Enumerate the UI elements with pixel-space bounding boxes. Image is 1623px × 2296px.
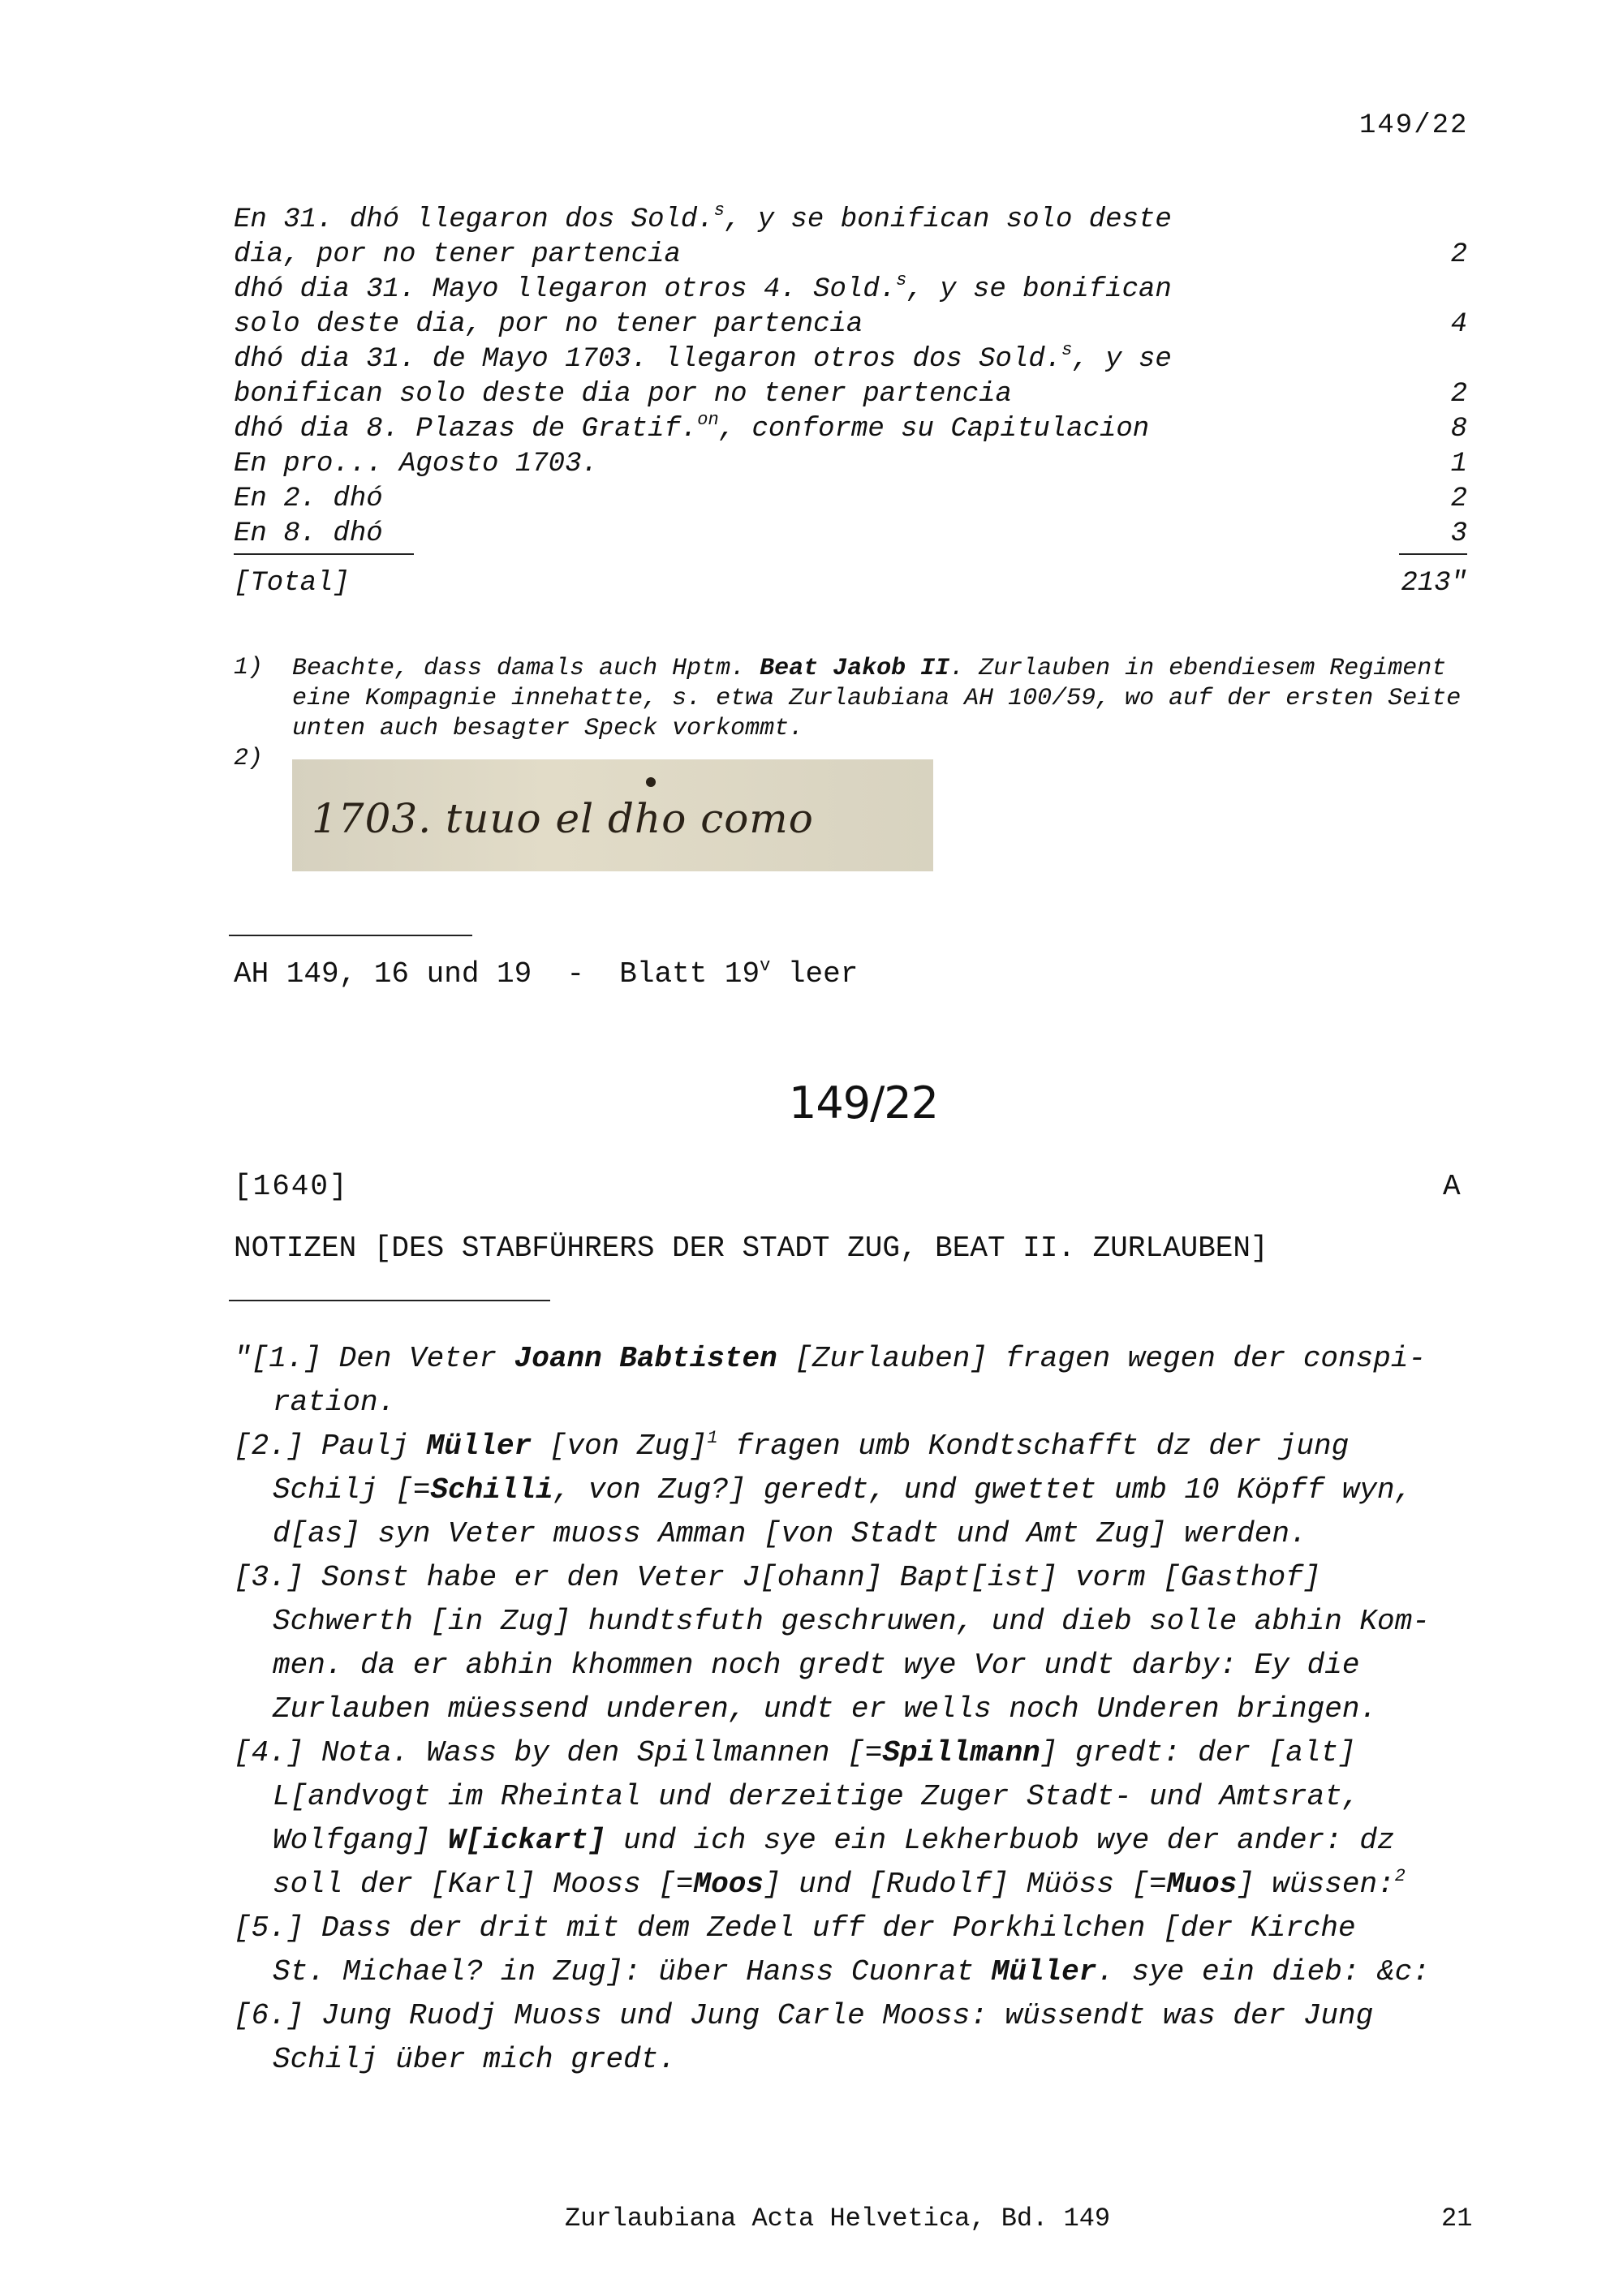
ledger-entry-value: 8 bbox=[1450, 414, 1467, 445]
manuscript-excerpt-text: 1703. tuuo el dho como bbox=[312, 795, 814, 842]
section-title: 149/22 bbox=[789, 1077, 938, 1129]
ledger-entry-line: En 2. dhó bbox=[234, 484, 383, 514]
ledger-entry bbox=[234, 200, 1467, 270]
footnote-1-marker: 1) bbox=[234, 654, 264, 681]
ink-dot bbox=[646, 777, 656, 787]
ledger-entry bbox=[234, 518, 1467, 551]
ledger-entry-value: 4 bbox=[1450, 309, 1467, 340]
ledger-entry-line: dhó dia 8. Plazas de Gratif.$^{on}$, conforme su Capitulacion bbox=[234, 410, 1150, 445]
heading-divider bbox=[229, 1300, 550, 1301]
ledger-entry bbox=[234, 340, 1467, 410]
body-line: "[1.] Den Veter Joann Babtisten [Zurlauben] fragen wegen der conspi- bbox=[234, 1342, 1427, 1375]
body-line: Schilj über mich gredt. bbox=[273, 2043, 676, 2076]
ledger-entry bbox=[234, 270, 1467, 340]
manuscript-excerpt-image bbox=[292, 759, 933, 871]
body-line: L[andvogt im Rheintal und derzeitige Zuger Stadt- und Amtsrat, bbox=[273, 1780, 1360, 1813]
document-letter: A bbox=[1443, 1170, 1461, 1203]
ledger-total-value: 213" bbox=[1401, 568, 1467, 599]
footer-page-number: 21 bbox=[1441, 2204, 1473, 2234]
ledger-entry-line: En pro... Agosto 1703. bbox=[234, 449, 598, 479]
body-line: d[as] syn Veter muoss Amman [von Stadt und Amt Zug] werden. bbox=[273, 1517, 1307, 1550]
body-line: Wolfgang] W[ickart] und ich sye ein Lekherbuob wye der ander: dz bbox=[273, 1824, 1395, 1857]
body-line: [5.] Dass der drit mit dem Zedel uff der Porkhilchen [der Kirche bbox=[234, 1911, 1356, 1945]
ledger-entry-line: solo deste dia, por no tener partencia bbox=[234, 309, 863, 340]
body-line: Schwerth [in Zug] hundtsfuth geschruwen, und dieb solle abhin Kom- bbox=[273, 1605, 1430, 1638]
document-year: [1640] bbox=[234, 1170, 349, 1203]
ledger-entry-line: dhó dia 31. Mayo llegaron otros 4. Sold.$^s$, y se bonifican bbox=[234, 270, 1172, 305]
total-rule-left bbox=[234, 553, 414, 555]
footer-title: Zurlaubiana Acta Helvetica, Bd. 149 bbox=[565, 2204, 1111, 2234]
ledger-entry bbox=[234, 449, 1467, 481]
body-line: St. Michael? in Zug]: über Hanss Cuonrat Müller. sye ein dieb: &c: bbox=[273, 1955, 1430, 1989]
source-reference: AH 149, 16 und 19 - Blatt 19$^v$ leer bbox=[234, 956, 859, 991]
ledger-entry bbox=[234, 410, 1467, 446]
body-line: [2.] Paulj Müller [von Zug]$^1$ fragen umb Kondtschafft dz der jung bbox=[234, 1428, 1350, 1463]
body-line: ration. bbox=[273, 1386, 396, 1419]
ledger-entry-value: 3 bbox=[1450, 518, 1467, 549]
ledger-total-label: [Total] bbox=[234, 568, 350, 599]
ledger-entry-line: dhó dia 31. de Mayo 1703. llegaron otros dos Sold.$^s$, y se bbox=[234, 340, 1172, 375]
body-line: Zurlauben müessend underen, undt er wells noch Underen bringen. bbox=[273, 1692, 1378, 1726]
footnote-2-marker: 2) bbox=[234, 745, 264, 772]
document-heading: NOTIZEN [DES STABFÜHRERS DER STADT ZUG, BEAT II. ZURLAUBEN] bbox=[234, 1232, 1268, 1265]
body-line: men. da er abhin khommen noch gredt wye Vor undt darby: Ey die bbox=[273, 1649, 1360, 1682]
body-line: Schilj [=Schilli, von Zug?] geredt, und gwettet umb 10 Köpff wyn, bbox=[273, 1473, 1413, 1507]
ledger-entry-value: 2 bbox=[1450, 484, 1467, 514]
total-rule-right bbox=[1399, 553, 1467, 555]
ledger-total bbox=[234, 568, 1467, 600]
body-line: [6.] Jung Ruodj Muoss und Jung Carle Mooss: wüssendt was der Jung bbox=[234, 1999, 1374, 2032]
ledger-entry-value: 2 bbox=[1450, 379, 1467, 410]
body-line: [4.] Nota. Wass by den Spillmannen [=Spillmann] gredt: der [alt] bbox=[234, 1736, 1356, 1769]
page-header-number: 149/22 bbox=[1359, 110, 1469, 141]
footnote-1-text: Beachte, dass damals auch Hptm. Beat Jakob II. Zurlauben in ebendiesem Regiment eine Kompagnie innehatte, s. etwa Zurlaubiana AH 100/59, wo auf der ersten Seite unten auch besagter Speck vorkommt. bbox=[292, 655, 1462, 742]
ledger-entry bbox=[234, 484, 1467, 516]
body-line: [3.] Sonst habe er den Veter J[ohann] Bapt[ist] vorm [Gasthof] bbox=[234, 1561, 1321, 1594]
ledger-entry-line: En 8. dhó bbox=[234, 518, 383, 549]
ledger-entry-line: En 31. dhó llegaron dos Sold.$^s$, y se bonifican solo deste bbox=[234, 200, 1172, 235]
section-divider bbox=[229, 935, 472, 936]
ledger-entry-value: 2 bbox=[1450, 239, 1467, 270]
ledger-entry-line: dia, por no tener partencia bbox=[234, 239, 681, 270]
body-line: soll der [Karl] Mooss [=Moos] und [Rudolf] Müöss [=Muos] wüssen:$^2$ bbox=[273, 1866, 1406, 1901]
ledger-entry-value: 1 bbox=[1450, 449, 1467, 479]
ledger-entry-line: bonifican solo deste dia por no tener partencia bbox=[234, 379, 1012, 410]
